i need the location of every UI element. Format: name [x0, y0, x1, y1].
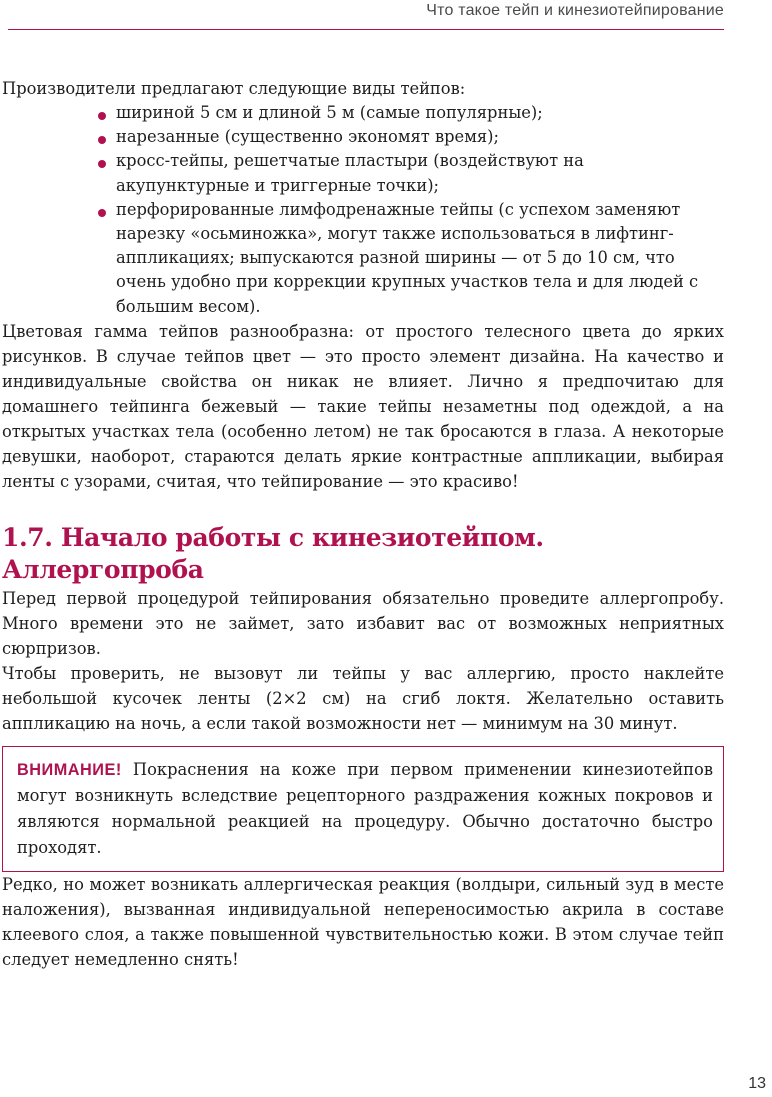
warning-paragraph — [17, 757, 713, 861]
list-item-text: шириной 5 см и длиной 5 м (самые популярные); — [116, 103, 543, 122]
bullet-icon — [98, 160, 106, 168]
section-heading: 1.7. Начало работы с кинезиотейпом. Аллергопроба — [2, 522, 544, 584]
bullet-icon — [98, 209, 106, 217]
intro-paragraph: Производители предлагают следующие виды тейпов: — [2, 79, 466, 98]
page-content — [2, 76, 724, 972]
header-divider — [8, 29, 724, 30]
warning-label: ВНИМАНИЕ! — [17, 760, 122, 779]
list-item — [96, 101, 716, 125]
list-item-text: перфорированные лимфодренажные тейпы (с успехом заменяют нарезку «осьминожка», могут также использоваться в лифтинг-аппликациях; выпускаются разной ширины — от 5 до 10 см, что очень удобно при коррекции крупных участков тела и для людей с большим весом). — [116, 199, 699, 316]
page-number: 13 — [748, 1075, 766, 1092]
list-item-text: кросс-тейпы, решетчатые пластыри (воздействуют на акупунктурные и триггерные точки); — [116, 151, 584, 195]
allergy-test-instructions: Чтобы проверить, не вызовут ли тейпы у вас аллергию, просто наклейте небольшой кусочек ленты (2×2 см) на сгиб локтя. Желательно оставить аппликацию на ночь, а если такой возможности нет — минимум на 30 минут. — [2, 663, 724, 733]
list-item — [96, 149, 716, 197]
list-item — [96, 125, 716, 149]
tape-types-list — [2, 101, 724, 319]
list-item — [96, 198, 716, 319]
bullet-icon — [98, 112, 106, 120]
allergy-test-intro: Перед первой процедурой тейпирования обязательно проведите аллергопробу. Много времени это не займет, зато избавит вас от возможных неприятных сюрпризов. — [2, 588, 724, 658]
bullet-icon — [98, 136, 106, 144]
running-header: Что такое тейп и кинезиотейпирование — [426, 2, 724, 19]
colors-paragraph: Цветовая гамма тейпов разнообразна: от простого телесного цвета до ярких рисунков. В случае тейпов цвет — это просто элемент дизайна. На качество и индивидуальные свойства он никак не влияет. Лично я предпочитаю для домашнего тейпинга бежевый — такие тейпы незаметны под одеждой, а на открытых участках тела (особенно летом) не так бросаются в глаза. А некоторые девушки, наоборот, стараются делать яркие контрастные аппликации, выбирая ленты с узорами, считая, что тейпирование — это красиво! — [2, 321, 724, 491]
list-item-text: нарезанные (существенно экономят время); — [116, 127, 499, 147]
allergy-reaction-paragraph: Редко, но может возникать аллергическая реакция (волдыри, сильный зуд в месте наложения), вызванная индивидуальной непереносимостью акрила в составе клеевого слоя, а также повышенной чувствительностью кожи. В этом случае тейп следует немедленно снять! — [2, 874, 724, 969]
warning-text: Покраснения на коже при первом применении кинезиотейпов могут возникнуть вследствие рецепторного раздражения кожных покровов и являются нормальной реакцией на процедуру. Обычно достаточно быстро проходят. — [17, 759, 713, 857]
warning-box — [2, 746, 724, 872]
